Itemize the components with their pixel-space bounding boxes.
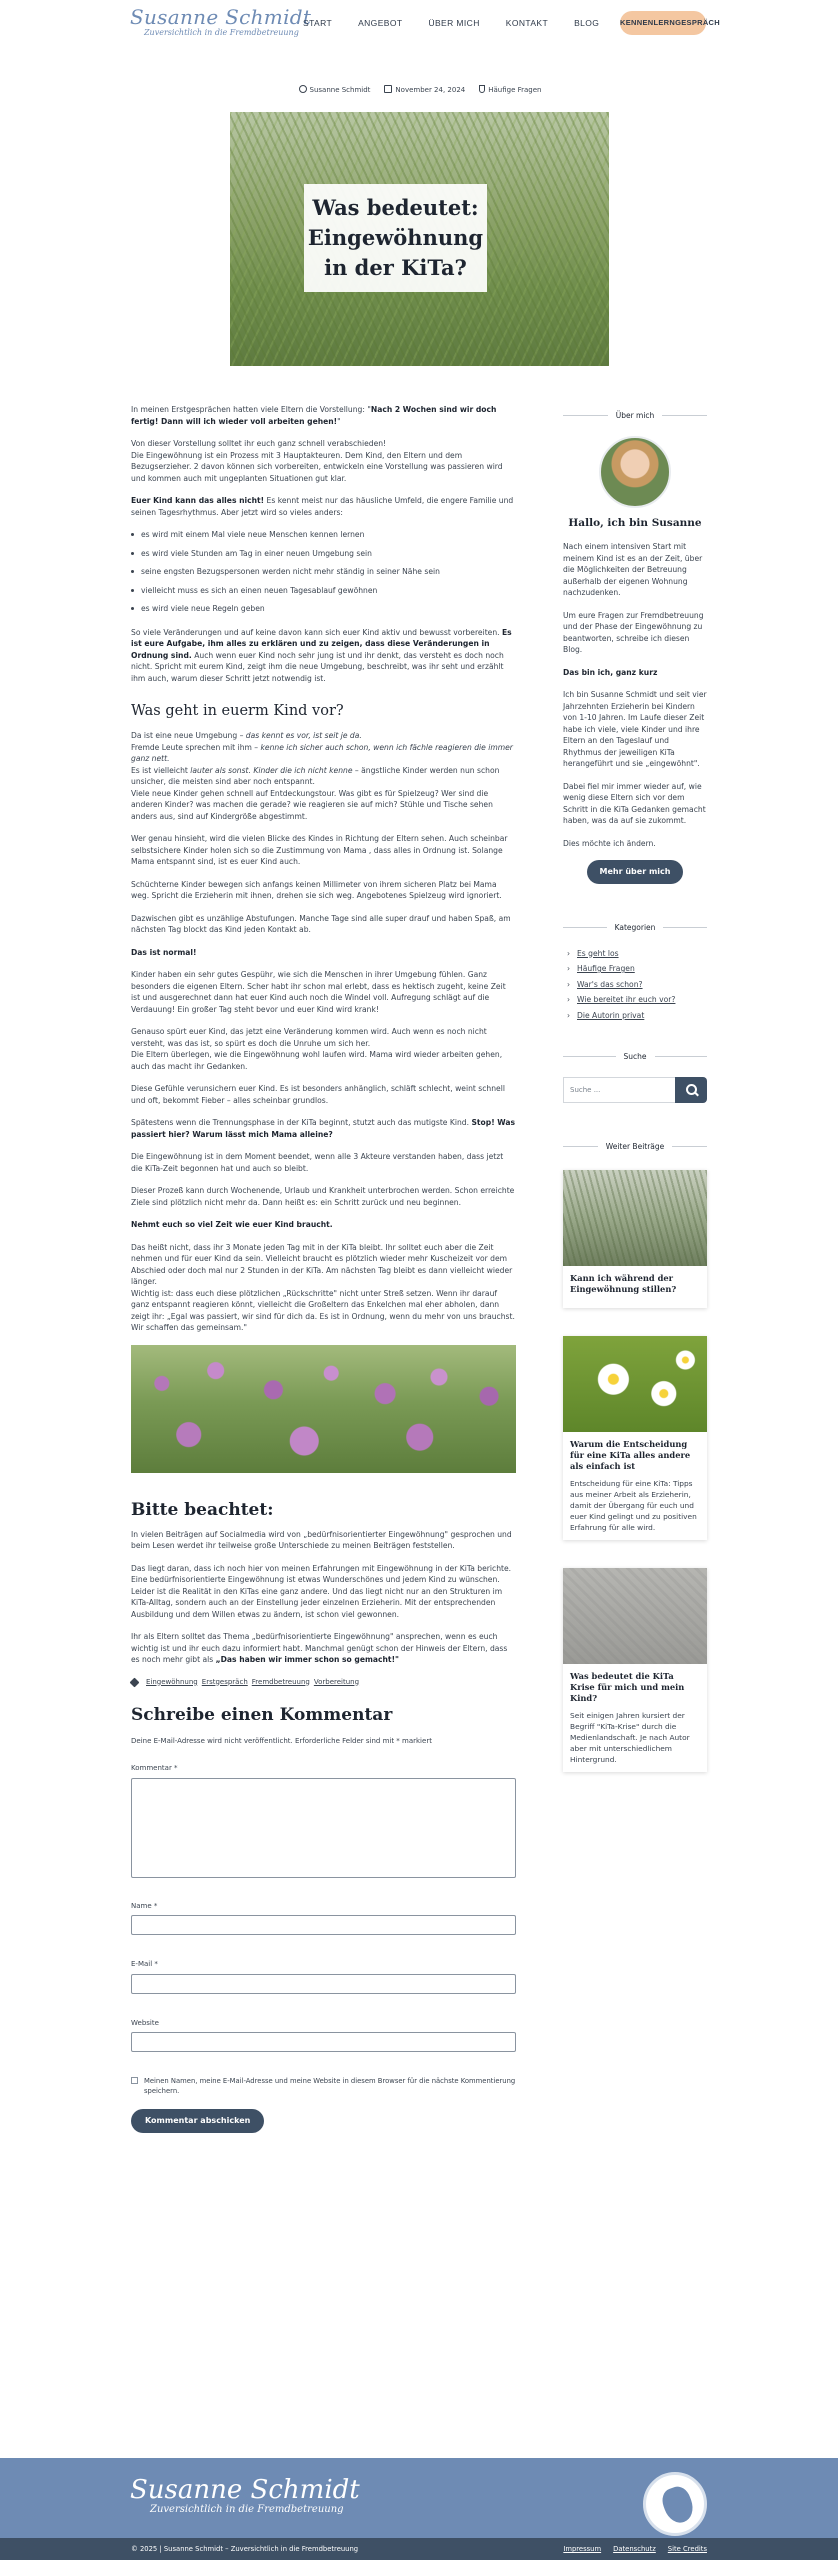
nav-kontakt[interactable]: KONTAKT (505, 18, 549, 28)
user-icon (299, 85, 307, 93)
impressum-link[interactable]: Impressum (563, 2545, 602, 2553)
card-title[interactable]: Was bedeutet die KiTa Krise für mich und mein Kind? (570, 1671, 685, 1703)
paragraph: Das liegt daran, dass ich noch hier von meinen Erfahrungen mit Eingewöhnung in der KiTa berichte. Eine bedürfnisorientierte Eingewöhnung ist etwas Wunderschönes und jedem Kind zu wünschen. Leider ist die Realität in den KiTas eine ganz andere. Und das liegt nicht nur an den Strukturen im KiTa-Alltag, sondern auch an der Einstellung jeder einzelnen Erzieherin. Mit der entsprechenden Ausbildung und dem Willen etwas zu ändern, ist schon viel gewonnen. (131, 1563, 512, 1619)
page-title: Was bedeutet: Eingewöhnung in der KiTa? (307, 195, 484, 280)
site-footer (0, 2458, 838, 2560)
tag-link[interactable]: Vorbereitung (313, 1677, 360, 1686)
strong-text: Euer Kind kann das alles nicht! (131, 496, 265, 505)
category-link[interactable]: › War's das schon? (567, 979, 707, 991)
paragraph (131, 1631, 516, 1666)
name-label: Name * (131, 1901, 158, 1910)
more-about-button[interactable]: Mehr über mich (587, 860, 683, 884)
comment-textarea[interactable] (131, 1778, 516, 1878)
paragraph (131, 1219, 516, 1231)
consent-label: Meinen Namen, meine E-Mail-Adresse und meine Website in diesem Browser für die nächste Kommentierung speichern. (144, 2077, 516, 2095)
heading-text: Weiter Beiträge (605, 1141, 665, 1151)
logo-tagline: Zuversichtlich in die Fremdbetreuung (144, 28, 299, 37)
paragraph (131, 495, 516, 518)
card-title[interactable]: Warum die Entscheidung für eine KiTa alles andere als einfach ist (570, 1439, 691, 1471)
paragraph: In vielen Beiträgen auf Socialmedia wird von „bedürfnisorientierter Eingewöhnung" gesprochen und beim Lesen werdet ihr teilweise große Unterschiede zu meinen Beiträgen feststellen. (131, 1529, 512, 1550)
card-body (563, 1266, 707, 1308)
paragraph (131, 947, 516, 959)
list-item: seine engsten Bezugspersonen werden nicht mehr ständig in seiner Nähe sein (131, 566, 516, 578)
paragraph: Das heißt nicht, dass ihr 3 Monate jeden Tag mit in der KiTa bleibt. Ihr solltet euch aber die Zeit nehmen und für euer Kind da sein. Vielleicht braucht es plötzlich wieder mehr Kuscheizeit vor dem Abschied oder doch mal nur 2 Stunden in der KiTa. Am nächsten Tag bleibt es dann vielleicht wieder länger. Wichtig ist: dass euch diese plötzlichen „Rückschritte" nicht unter Streß setzen. Wenn ihr darauf ganz entspannt reagieren könnt, vielleicht die Großeltern das Enkelchen mal eher abholen, dann zeigt ihr: „Egal was passiert, wir sind für dich da. Es ist in Ordnung, wenn du mehr von uns brauchst. Wir schaffen das gemeinsam." (131, 1242, 515, 1332)
consent-checkbox[interactable] (131, 2077, 138, 2084)
text: Die Eingewöhnung ist ein Prozess mit 3 Hauptakteuren. Dem Kind, den Eltern und dem (131, 450, 463, 460)
tag-link[interactable]: Erstgespräch (201, 1677, 248, 1686)
heading-text: Suche (623, 1052, 647, 1061)
hand-logo-icon (643, 2472, 707, 2536)
bezugserzieher-link[interactable]: Bezugserzieher (131, 462, 189, 471)
strong-text: Nach 2 Wochen sind wir doch fertig! Dann will ich wieder voll arbeiten gehen! (131, 405, 497, 426)
sidebar (563, 410, 707, 1800)
text: Viele neue Kinder gehen schnell auf Entdeckungstour. Was gibt es für Spielzeug? Wer sind die anderen Kinder? was machen die gerade? wie reagieren sie auf mich? Stühle und Tische sehen anders aus, sind auf Kindergröße abgestimmt. (131, 788, 493, 821)
strong-text: „Das haben wir immer schon so gemacht!" (215, 1655, 399, 1664)
tag-link[interactable]: Fremdbetreuung (251, 1677, 310, 1686)
section-heading: Bitte beachtet: (131, 1499, 274, 1520)
text: Es kennt meist nur das häusliche Umfeld, die engere Familie und seinen Tagesrhythmus. Aber jetzt wird so vieles anders: (131, 496, 514, 517)
email-label: E-Mail * (131, 1960, 158, 1968)
comment-label: Kommentar * (131, 1764, 178, 1772)
list-item: vielleicht muss es sich an einen neuen Tagesablauf gewöhnen (131, 585, 516, 597)
card-image (563, 1170, 707, 1266)
search-button[interactable] (675, 1077, 707, 1103)
categories-heading (563, 922, 707, 934)
email-field[interactable] (131, 1974, 516, 1994)
category-list (567, 948, 707, 1022)
hero-image (230, 112, 609, 366)
text: Spätestens wenn die Trennungsphase in der KiTa beginnt, stutzt auch das mutigste Kind. (131, 1118, 472, 1127)
about-text (563, 667, 707, 679)
text: Ihr als Eltern solltet das Thema „bedürfnisorientierte Eingewöhnung" ansprechen, wenn es euch wichtig ist und ihr euch dazu informiert habt. Manchmal genügt schon der Hinweis der Eltern, dass es noch mehr gibt als (131, 1632, 508, 1664)
website-field[interactable] (131, 2032, 516, 2052)
paragraph: Genauso spürt euer Kind, das jetzt eine Veränderung kommen wird. Auch wenn es noch nicht versteht, was das ist, so spürt es doch die Unruhe um sich her. Die Eltern überlegen, wie die Eingewöhnung wohl laufen wird. Mama wird wieder arbeiten gehen, auch das macht ihr Gedanken. (131, 1027, 503, 1071)
site-logo[interactable] (130, 6, 311, 38)
post-category[interactable] (479, 85, 541, 96)
text: Da ist eine neue Umgebung – (131, 731, 244, 740)
date-text: November 24, 2024 (395, 86, 466, 94)
bookmark-icon (479, 85, 485, 93)
footer-links (563, 2538, 707, 2560)
about-text: Nach einem intensiven Start mit meinem Kind ist es an der Zeit, über die Möglichkeiten der Betreuung außerhalb der eigenen Wohnung nachzudenken. (563, 542, 703, 597)
paragraph: Dieser Prozeß kann durch Wochenende, Urlaub und Krankheit unterbrochen werden. Schon erreichte Ziele sind plötzlich nicht mehr da. Dann heißt es: ein Schritt zurück und neu beginnen. (131, 1186, 515, 1207)
paragraph (131, 1117, 516, 1140)
text: – ängstliche Kinder werden nun schon unsicher, die meisten sind aber noch entspannt. (131, 765, 500, 786)
avatar (599, 436, 671, 508)
datenschutz-link[interactable]: Datenschutz (613, 2545, 656, 2553)
list-item: es wird viele neue Regeln geben (131, 603, 516, 615)
submit-comment-button[interactable]: Kommentar abschicken (131, 2109, 264, 2133)
about-text: Dies möchte ich ändern. (563, 838, 656, 848)
search-heading (563, 1051, 707, 1063)
text: Auch wenn euer Kind noch sehr jung ist und ihr denkt, das versteht es doch noch nicht. Spricht mit eurem Kind, zeigt ihm die neue Umgebung, beschreibt, was ihr seht und erzählt ihm auch, warum dieser Schritt jetzt notwendig ist. (131, 650, 504, 683)
hero-title-box (304, 184, 487, 292)
post-date (384, 85, 465, 96)
about-heading (563, 410, 707, 422)
post-meta (300, 85, 540, 96)
comment-heading: Schreibe einen Kommentar (131, 1705, 393, 1725)
tag-icon (130, 1677, 140, 1687)
paragraph: Schüchterne Kinder bewegen sich anfangs keinen Millimeter von ihrem sicheren Platz bei Mama weg. Spricht die Erzieherin mit ihnen, drehen sie sich weg. Angebotenes Spielzeug wird ignoriert. (131, 879, 502, 900)
post-author[interactable] (299, 85, 371, 96)
search-form (563, 1077, 707, 1103)
copyright: © 2025 | Susanne Schmidt – Zuversichtlich in die Fremdbetreuung (131, 2545, 359, 2553)
category-link[interactable]: › Die Autorin privat (567, 1010, 707, 1022)
site-header (0, 0, 838, 48)
text: Es ist vielleicht (131, 765, 188, 775)
author-name: Susanne Schmidt (309, 86, 371, 94)
nav-blog[interactable]: BLOG (574, 18, 600, 28)
paragraph: Wer genau hinsieht, wird die vielen Blicke des Kindes in Richtung der Eltern sehen. Auch scheinbar selbstsichere Kinder holen sich so die Zustimmung von Mama , dass alles in Ordnung ist. Solange Mama entspannt sind, ist es euer Kind auch. (131, 834, 508, 866)
strong-text: Nehmt euch so viel Zeit wie euer Kind braucht. (131, 1220, 333, 1229)
strong-text: Stop! Was passiert hier? Warum lässt mich Mama alleine? (131, 1118, 516, 1139)
paragraph (131, 730, 516, 822)
italic-text: kenne ich sicher auch schon, wenn ich fächle reagieren die immer ganz nett. (131, 742, 513, 763)
search-input[interactable]: Suche ... (563, 1077, 675, 1103)
category-link[interactable]: › Es geht los (567, 948, 707, 960)
text: . 2 davon können sich vorbereiten, entwickeln eine Vorstellung was passieren wird und kommen auch mit ungeplanten Situationen gut klar. (131, 462, 503, 483)
paragraph: Dazwischen gibt es unzählige Abstufungen. Manche Tage sind alle super drauf und haben Spaß, am nächsten Tag blockt das Kind jeden Kontakt ab. (131, 913, 511, 934)
change-list (131, 529, 516, 615)
list-item: es wird viele Stunden am Tag in einer neuen Umgebung sein (131, 548, 516, 560)
card-body (563, 1664, 707, 1772)
about-text: Dabei fiel mir immer wieder auf, wie wenig diese Eltern sich vor dem Schritt in die KiTa Gedanken gemacht haben, was da auf sie zukommt. (563, 781, 706, 825)
italic-text: lauter als sonst. Kinder die ich nicht kenne (187, 765, 353, 775)
consent-row (131, 2076, 516, 2096)
about-text: Um eure Fragen zur Fremdbetreuung und der Phase der Eingewöhnung zu beantworten, schreibe ich diesen Blog. (563, 610, 704, 654)
main-nav (303, 17, 625, 30)
footer-bottom-bar (0, 2538, 838, 2560)
text: " (337, 416, 341, 426)
paragraph (131, 404, 516, 427)
strong-text: Das bin ich, ganz kurz (563, 667, 658, 677)
paragraph: Kinder haben ein sehr gutes Gespühr, wie sich die Menschen in ihrer Umgebung fühlen. Ganz besonders die eigenen Eltern. Scher habt ihr schon mal erlebt, dass es hektisch zugeht, keine Zeit ist und ausgerechnet dann hat euer Kind auch noch die Windel voll. Aufregung schlägt auf die Verdauung! Ein großer Tag steht bevor und euer Kind wird krank! (131, 970, 506, 1014)
comment-form (131, 1736, 516, 2134)
site-credits-link[interactable]: Site Credits (667, 2545, 707, 2553)
calendar-icon (384, 85, 392, 93)
italic-text: das kennt es vor, ist seit je da. (243, 731, 362, 740)
post-tags (131, 1677, 516, 1689)
footer-logo-tagline: Zuversichtlich in die Fremdbetreuung (150, 2504, 344, 2515)
nav-angebot[interactable]: ANGEBOT (358, 18, 403, 28)
category-link[interactable]: › Häufige Fragen (567, 963, 707, 975)
card-title[interactable]: Kann ich während der Eingewöhnung stillen? (570, 1273, 677, 1294)
about-title: Hallo, ich bin Susanne (568, 516, 702, 529)
card-body (563, 1432, 707, 1540)
card-excerpt: Seit einigen Jahren kursiert der Begriff "KiTa-Krise" durch die Medienlandschaft. Je nach Autor aber mit unterschiedlichem Hintergrund. (570, 1711, 690, 1764)
nav-start[interactable]: START (303, 18, 333, 28)
text: In meinen Erstgesprächen hatten viele Eltern die Vorstellung: " (131, 405, 371, 414)
footer-logo-name: Susanne Schmidt (130, 2475, 360, 2505)
strong-text: Es ist eure Aufgabe, ihm alles zu erklären und zu zeigen, dass diese Veränderungen in Ordnung sind. (131, 627, 512, 660)
heading-text: Kategorien (614, 923, 656, 932)
paragraph (131, 627, 516, 685)
paragraph (131, 438, 516, 484)
card-image (563, 1336, 707, 1432)
text: Von dieser Vorstellung solltet ihr euch ganz schnell verabschieden! (131, 439, 387, 448)
name-field[interactable] (131, 1915, 516, 1935)
article-content (131, 404, 516, 2133)
post-card[interactable] (563, 1170, 707, 1308)
paragraph: Diese Gefühle verunsichern euer Kind. Es ist besonders anhänglich, schläft schlecht, weint schnell und oft, bekommt Fieber – alles scheinbar grundlos. (131, 1084, 505, 1105)
more-posts-heading (563, 1141, 707, 1153)
cta-button[interactable]: KENNENLERNGESPRÄCH (620, 11, 706, 35)
logo-name: Susanne Schmidt (130, 5, 312, 29)
about-text: Ich bin Susanne Schmidt und seit vier Jahrzehnten Erzieherin bei Kindern von 1-10 Jahren. Im Laufe dieser Zeit habe ich viele, viele Kinder und ihre Eltern an den Tageslauf und Rhythmus der jeweiligen KiTa herangeführt und sie „eingewöhnt". (563, 690, 707, 768)
strong-text: Das ist normal! (131, 947, 197, 957)
list-item: es wird mit einem Mal viele neue Menschen kennen lernen (131, 529, 516, 541)
post-card[interactable] (563, 1568, 707, 1772)
category-link[interactable]: › Wie bereitet ihr euch vor? (567, 994, 707, 1006)
footer-logo[interactable] (130, 2476, 360, 2516)
form-note: Deine E-Mail-Adresse wird nicht veröffentlicht. Erforderliche Felder sind mit * markiert (131, 1736, 432, 1745)
website-label: Website (131, 2018, 159, 2027)
post-card[interactable] (563, 1336, 707, 1540)
tag-link[interactable]: Eingewöhnung (146, 1677, 198, 1686)
paragraph: Die Eingewöhnung ist in dem Moment beendet, wenn alle 3 Akteure verstanden haben, dass jetzt die KiTa-Zeit begonnen hat und auch so bleibt. (131, 1152, 504, 1173)
flower-image (131, 1345, 516, 1473)
card-excerpt: Entscheidung für eine KiTa: Tipps aus meiner Arbeit als Erzieherin, damit der Übergang für euch und euer Kind gelingt und zu positiven Erfahrung für alle wird. (570, 1479, 697, 1532)
section-heading: Was geht in euerm Kind vor? (131, 703, 344, 719)
nav-ueber-mich[interactable]: ÜBER MICH (428, 18, 480, 28)
card-image (563, 1568, 707, 1664)
category-text: Häufige Fragen (488, 86, 542, 94)
heading-text: Über mich (615, 411, 655, 420)
text: So viele Veränderungen und auf keine davon kann sich euer Kind aktiv und bewusst vorbereiten. (131, 627, 502, 637)
text: Fremde Leute sprechen mit ihm – (131, 742, 259, 752)
